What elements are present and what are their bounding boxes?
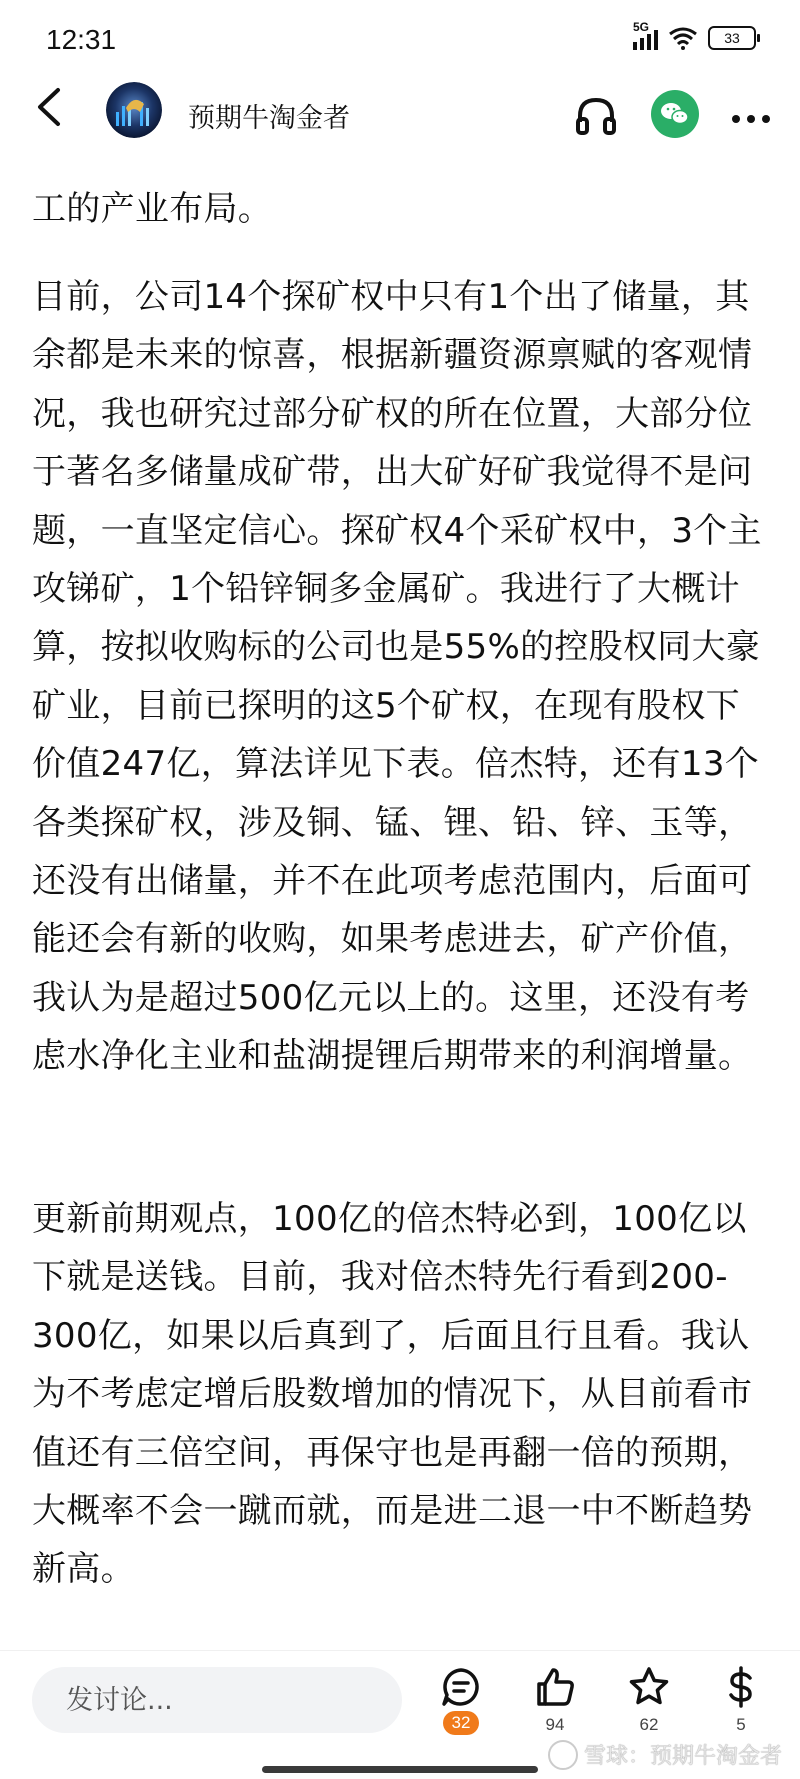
- network-label: 5G: [633, 20, 650, 34]
- thumbs-up-icon: [533, 1665, 577, 1709]
- wechat-share-button[interactable]: [651, 90, 699, 138]
- signal-icon: [633, 20, 658, 50]
- favorites-count: 62: [639, 1715, 659, 1734]
- wifi-icon: [668, 26, 698, 50]
- comments-count-badge: 32: [443, 1711, 480, 1735]
- article-paragraph: 更新前期观点，100亿的倍杰特必到，100亿以下就是送钱。目前，我对倍杰特先行看到200-300亿，如果以后真到了，后面且行且看。我认为不考虑定增后股数增加的情况下，从目前看市值还有三倍空间，再保守也是再翻一倍的预期，大概率不会一蹴而就，而是进二退一中不断趋势新高。: [32, 1199, 753, 1590]
- status-bar: [0, 0, 800, 86]
- home-indicator[interactable]: [262, 1766, 538, 1773]
- like-button[interactable]: [520, 1665, 590, 1735]
- comment-input[interactable]: [32, 1667, 402, 1733]
- status-icons: [633, 20, 756, 50]
- comment-button[interactable]: [426, 1665, 496, 1735]
- rewards-count: 5: [736, 1715, 746, 1734]
- snowball-logo-icon: [548, 1740, 578, 1770]
- watermark-text: 雪球：预期牛淘金者: [583, 1744, 782, 1769]
- avatar[interactable]: [106, 82, 162, 138]
- likes-count: 94: [545, 1715, 565, 1734]
- star-icon: [627, 1665, 671, 1709]
- dollar-icon: [719, 1665, 763, 1709]
- reward-button[interactable]: [706, 1665, 776, 1735]
- more-button[interactable]: [730, 110, 772, 122]
- headphones-icon: [574, 94, 618, 138]
- article-paragraph: 目前，公司14个探矿权中只有1个出了储量，其余都是未来的惊喜，根据新疆资源禀赋的客观情况，我也研究过部分矿权的所在位置，大部分位于著名多储量成矿带，出大矿好矿我觉得不是问题，一直坚定信心。探矿权4个采矿权中，3个主攻锑矿，1个铅锌铜多金属矿。我进行了大概计算，按拟收购标的公司也是55%的控股权同大豪矿业，目前已探明的这5个矿权，在现有股权下价值247亿，算法详见下表。倍杰特，还有13个各类探矿权，涉及铜、锰、锂、铅、锌、玉等，还没有出储量，并不在此项考虑范围内，后面可能还会有新的收购，如果考虑进去，矿产价值，我认为是超过500亿元以上的。这里，还没有考虑水净化主业和盐湖提锂后期带来的利润增量。: [32, 277, 762, 1077]
- battery-icon: 33: [708, 26, 756, 50]
- wechat-icon: [651, 90, 699, 138]
- account-name[interactable]: 预期牛淘金者: [188, 103, 350, 134]
- back-arrow-icon: [30, 82, 70, 132]
- article-paragraph: 工的产业布局。: [32, 189, 273, 229]
- audio-button[interactable]: [574, 94, 618, 138]
- bottom-action-bar: [0, 1650, 800, 1779]
- back-button[interactable]: [30, 82, 70, 132]
- favorite-button[interactable]: [614, 1665, 684, 1735]
- status-time: 12:31: [46, 24, 117, 55]
- more-dots-icon: [730, 113, 772, 125]
- comment-icon: [439, 1665, 483, 1709]
- watermark: [548, 1739, 782, 1770]
